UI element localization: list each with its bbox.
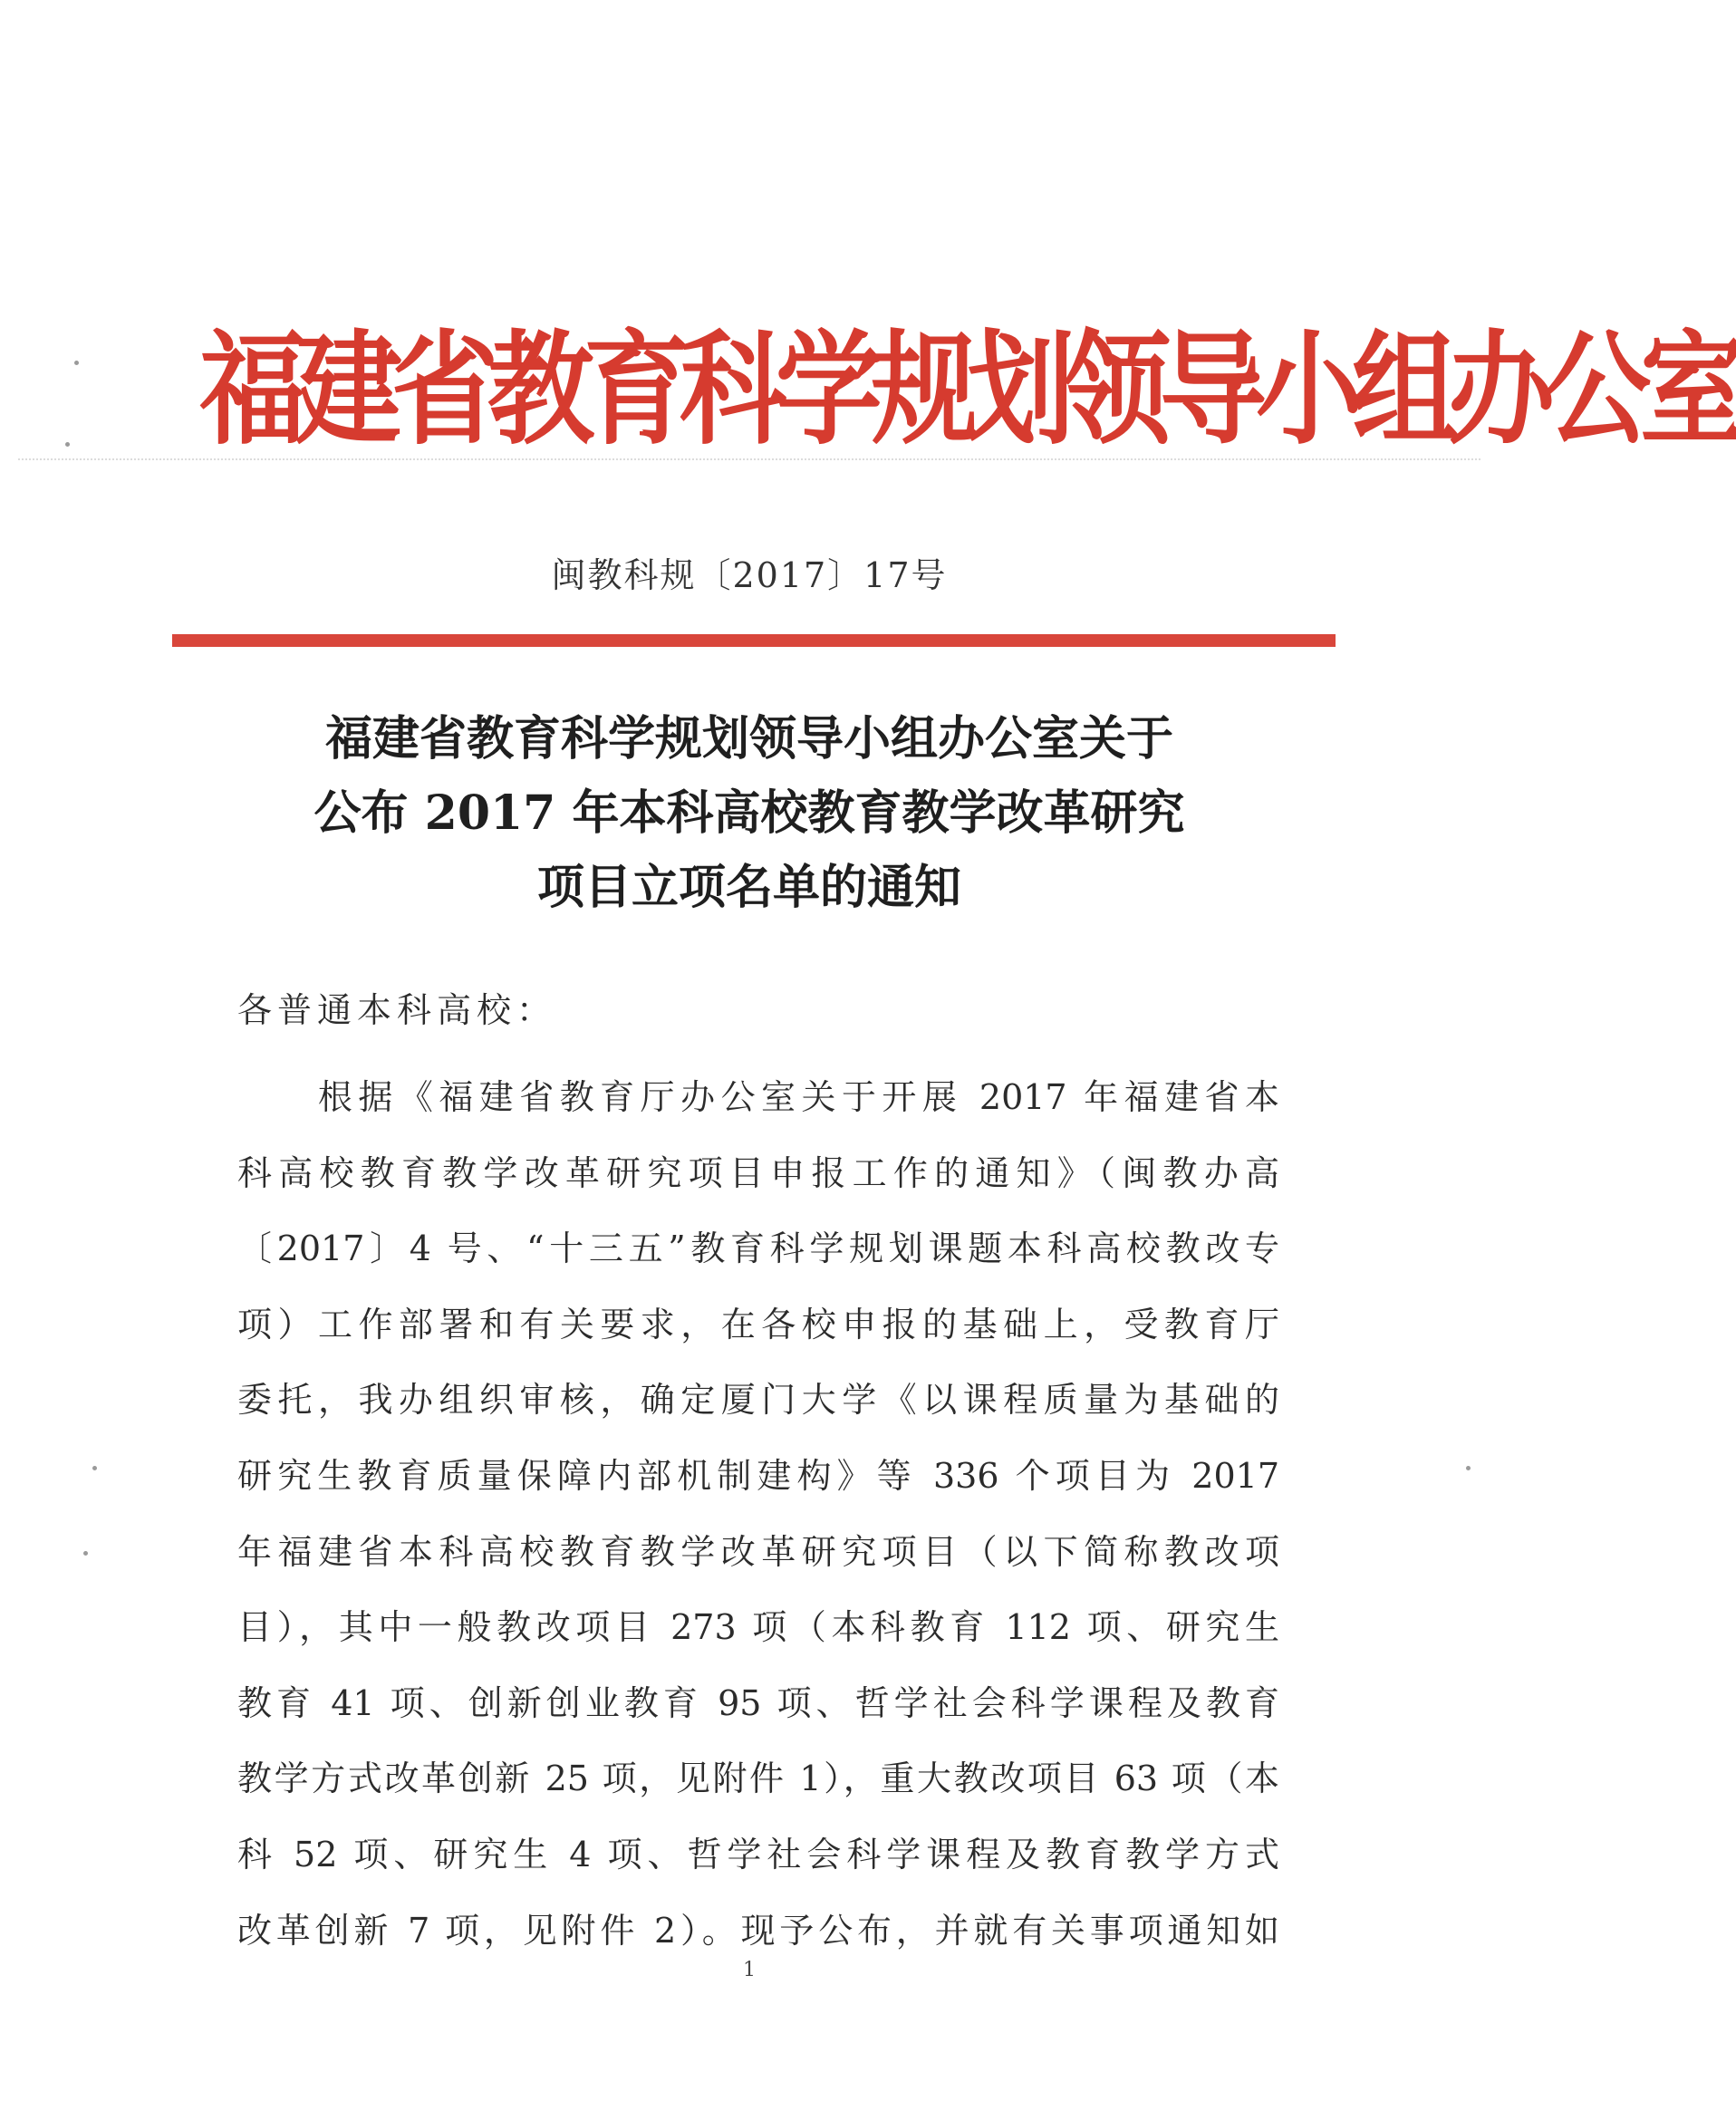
document-number: 闽教科规〔2017〕17号 [551,555,948,595]
body-line: 教学方式改革创新 25 项，见附件 1），重大教改项目 63 项（本 [237,1759,1279,1799]
body-line: 项）工作部署和有关要求，在各校申报的基础上，受教育厅 [237,1304,1279,1344]
body-paragraph [237,1060,1279,1969]
scan-speck [74,361,79,365]
scan-speck [1466,1466,1471,1470]
title-line: 项目立项名单的通知 [536,860,961,915]
body-line: 目），其中一般教改项目 273 项（本科教育 112 项、研究生 [237,1607,1279,1648]
body-line: 研究生教育质量保障内部机制建构》等 336 个项目为 2017 [237,1455,1279,1496]
scan-speck [83,1551,88,1556]
red-separator-rule [172,634,1336,647]
body-line: 科高校教育教学改革研究项目申报工作的通知》（闽教办高 [237,1152,1279,1193]
salutation: 各普通本科高校： [237,990,557,1030]
issuer-header: 福建省教育科学规划领导小组办公室 [199,317,1736,462]
body-line: 委托，我办组织审核，确定厦门大学《以课程质量为基础的 [237,1380,1279,1421]
body-line: 改革创新 7 项，见附件 2）。现予公布，并就有关事项通知如 [237,1910,1279,1951]
title-line: 福建省教育科学规划领导小组办公室关于 [324,711,1173,766]
body-line: 根据《福建省教育厅办公室关于开展 2017 年福建省本 [237,1077,1279,1117]
body-line: 教育 41 项、创新创业教育 95 项、哲学社会科学课程及教育 [237,1682,1279,1723]
scan-speck [65,442,70,447]
body-line: 〔2017〕4 号、“十三五”教育科学规划课题本科高校教改专 [237,1229,1279,1269]
title-line: 公布 2017 年本科高校教育教学改革研究 [313,785,1185,841]
body-line: 年福建省本科高校教育教学改革研究项目（以下简称教改项 [237,1531,1279,1572]
notice-title [217,702,1281,925]
scan-speck [92,1466,97,1470]
scan-artifact-line [18,458,1480,460]
body-line: 科 52 项、研究生 4 项、哲学社会科学课程及教育教学方式 [237,1834,1279,1874]
page-number: 1 [743,1959,756,1981]
